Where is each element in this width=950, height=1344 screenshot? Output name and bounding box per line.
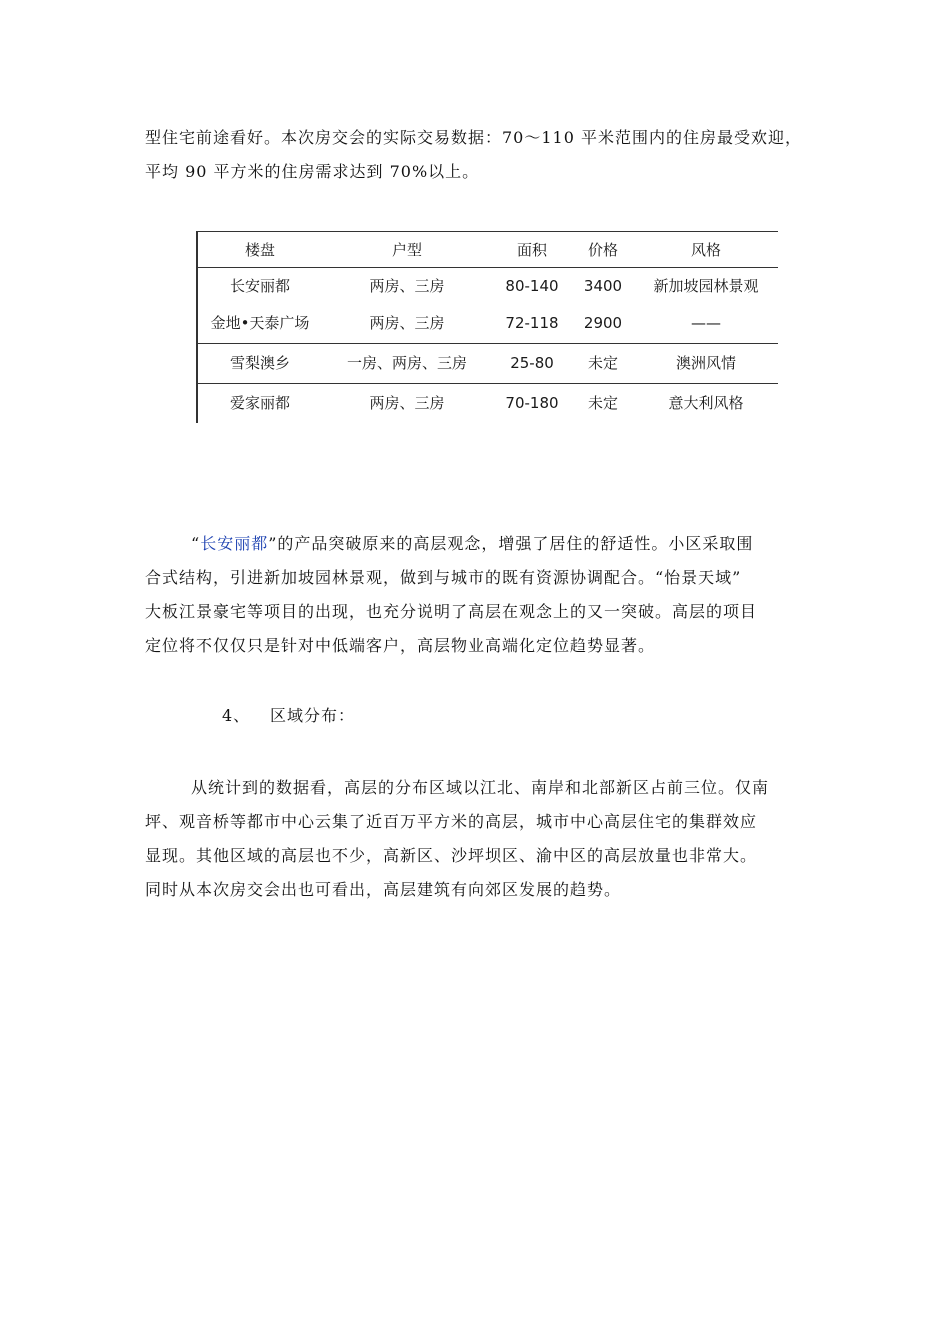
changan-paragraph — [145, 527, 810, 663]
table-cell: 新加坡园林景观 — [653, 277, 759, 295]
table-row — [196, 269, 778, 303]
table-cell: 80-140 — [505, 277, 559, 295]
section-number: 4、 — [222, 706, 251, 725]
table-cell: 两房、三房 — [369, 394, 445, 412]
table-row-rule — [196, 383, 778, 384]
table-header-cell: 价格 — [587, 241, 618, 259]
region-paragraph — [145, 771, 810, 907]
table-header-cell: 风格 — [690, 241, 721, 259]
table-row — [196, 386, 778, 420]
table-top-rule — [196, 231, 778, 232]
table-cell: —— — [691, 314, 721, 332]
table-cell: 澳洲风情 — [675, 354, 736, 372]
table-cell: 长安丽都 — [229, 277, 290, 295]
table-header-rule — [196, 267, 778, 268]
intro-line-2: 平均 90 平方米的住房需求达到 70%以上。 — [145, 162, 480, 181]
table-header-cell: 楼盘 — [244, 241, 275, 259]
changan-line-1 — [145, 527, 810, 561]
project-table — [196, 231, 778, 423]
region-line-1-text: 从统计到的数据看，高层的分布区域以江北、南岸和北部新区占前三位。仅南 — [191, 778, 770, 797]
table-cell: 一房、两房、三房 — [346, 354, 467, 372]
table-header-cell: 户型 — [391, 241, 422, 259]
table-cell: 3400 — [583, 277, 623, 295]
changan-lidu-link[interactable]: 长安丽都 — [200, 534, 269, 553]
table-row — [196, 346, 778, 380]
table-header-cell: 面积 — [516, 241, 547, 259]
changan-line-2: 合式结构，引进新加坡园林景观，做到与城市的既有资源协调配合。“怡景天域” — [145, 568, 742, 587]
region-line-2: 坪、观音桥等都市中心云集了近百万平方米的高层，城市中心高层住宅的集群效应 — [145, 812, 758, 831]
table-cell: 未定 — [587, 394, 618, 412]
region-line-3: 显现。其他区域的高层也不少，高新区、沙坪坝区、渝中区的高层放量也非常大。 — [145, 846, 758, 865]
table-cell: 两房、三房 — [369, 277, 445, 295]
table-cell: 2900 — [583, 314, 623, 332]
changan-line-4: 定位将不仅仅只是针对中低端客户，高层物业高端化定位趋势显著。 — [145, 636, 656, 655]
table-cell: 两房、三房 — [369, 314, 445, 332]
changan-line-3: 大板江景豪宅等项目的出现，也充分说明了高层在观念上的又一突破。高层的项目 — [145, 602, 758, 621]
intro-paragraph — [145, 121, 810, 189]
table-cell: 70-180 — [505, 394, 559, 412]
table-cell: 意大利风格 — [668, 394, 744, 412]
table-cell: 爱家丽都 — [229, 394, 290, 412]
section-title: 区域分布： — [270, 706, 356, 725]
table-header-row — [196, 233, 778, 267]
table-cell: 72-118 — [505, 314, 559, 332]
open-quote: “ — [191, 534, 201, 553]
table-cell: 金地•天泰广场 — [210, 314, 310, 332]
changan-line-1-text: ”的产品突破原来的高层观念，增强了居住的舒适性。小区采取围 — [268, 534, 754, 553]
table-cell: 25-80 — [510, 354, 554, 372]
region-line-1 — [145, 771, 810, 805]
table-row — [196, 306, 778, 340]
intro-line-1: 型住宅前途看好。本次房交会的实际交易数据：70～110 平米范围内的住房最受欢迎， — [145, 128, 802, 147]
region-line-4: 同时从本次房交会出也可看出，高层建筑有向郊区发展的趋势。 — [145, 880, 622, 899]
table-cell: 未定 — [587, 354, 618, 372]
section-heading — [222, 699, 355, 733]
table-group-rule — [196, 343, 778, 344]
table-cell: 雪梨澳乡 — [229, 354, 290, 372]
